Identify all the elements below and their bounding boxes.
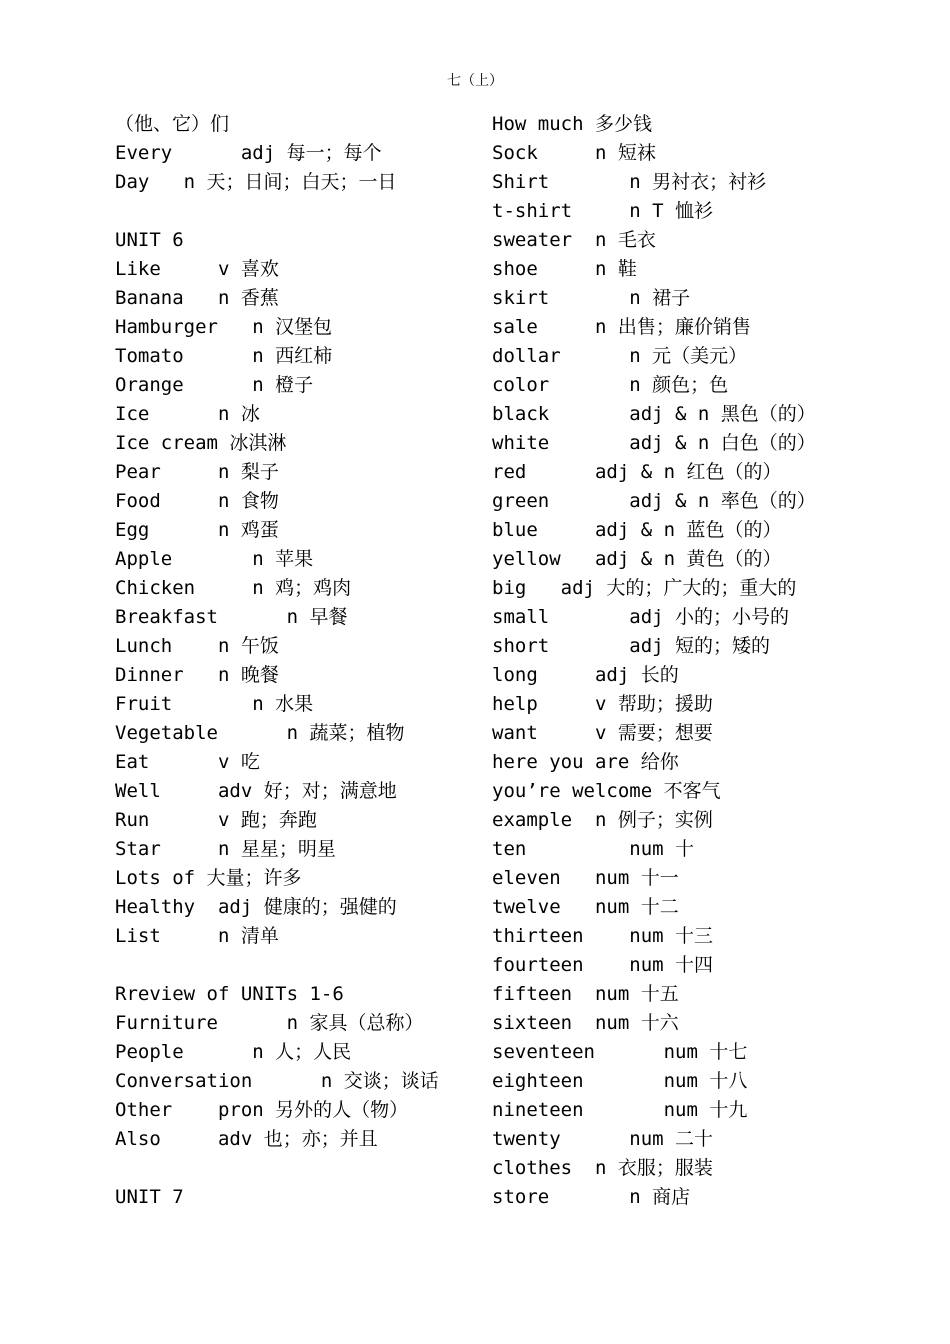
vocab-entry: yellow adj & n 黄色（的） <box>492 548 782 570</box>
vocab-entry: ten num 十 <box>492 838 695 860</box>
vocab-entry: fourteen num 十四 <box>492 954 714 976</box>
vocab-entry: （他、它）们 <box>115 113 230 135</box>
vocab-entry: help v 帮助；援助 <box>492 693 713 715</box>
vocab-entry: Lunch n 午饭 <box>115 635 279 657</box>
vocab-entry: here you are 给你 <box>492 751 679 773</box>
vocab-entry: eighteen num 十八 <box>492 1070 748 1092</box>
vocab-entry: Orange n 橙子 <box>115 374 314 396</box>
vocab-entry: Breakfast n 早餐 <box>115 606 348 628</box>
vocab-entry: long adj 长的 <box>492 664 679 686</box>
vocab-entry: store n 商店 <box>492 1186 691 1208</box>
vocab-entry: Star n 星星；明星 <box>115 838 336 860</box>
vocab-entry: example n 例子；实例 <box>492 809 713 831</box>
vocab-entry: Pear n 梨子 <box>115 461 279 483</box>
blank-line <box>115 1154 475 1183</box>
vocab-entry: sale n 出售；廉价销售 <box>492 316 751 338</box>
vocab-entry: Vegetable n 蔬菜；植物 <box>115 722 405 744</box>
vocab-entry: Conversation n 交谈；谈话 <box>115 1070 439 1092</box>
blank-line <box>115 197 475 226</box>
vocab-entry: Shirt n 男衬衣；衬衫 <box>492 171 767 193</box>
vocab-entry: twenty num 二十 <box>492 1128 714 1150</box>
vocab-entry: Run v 跑；奔跑 <box>115 809 317 831</box>
vocab-entry: nineteen num 十九 <box>492 1099 748 1121</box>
vocab-entry: Ice n 冰 <box>115 403 260 425</box>
vocab-entry: Dinner n 晚餐 <box>115 664 279 686</box>
vocab-entry: Like v 喜欢 <box>115 258 279 280</box>
vocab-entry: Every adj 每一；每个 <box>115 142 382 164</box>
vocab-entry: Rreview of UNITs 1-6 <box>115 983 344 1005</box>
vocab-entry: dollar n 元（美元） <box>492 345 748 367</box>
vocab-entry: How much 多少钱 <box>492 113 652 135</box>
vocab-entry: Hamburger n 汉堡包 <box>115 316 333 338</box>
vocab-entry: UNIT 7 <box>115 1186 184 1208</box>
right-vocabulary-column <box>492 110 932 1212</box>
vocab-entry: white adj & n 白色（的） <box>492 432 816 454</box>
vocab-entry: skirt n 裙子 <box>492 287 691 309</box>
vocab-entry: sixteen num 十六 <box>492 1012 679 1034</box>
vocab-entry: Healthy adj 健康的；强健的 <box>115 896 397 918</box>
vocab-entry: Eat v 吃 <box>115 751 260 773</box>
vocab-entry: twelve num 十二 <box>492 896 679 918</box>
vocab-entry: Sock n 短袜 <box>492 142 656 164</box>
vocab-entry: t-shirt n T 恤衫 <box>492 200 714 222</box>
vocab-entry: Tomato n 西红柿 <box>115 345 333 367</box>
vocab-entry: List n 清单 <box>115 925 279 947</box>
vocab-entry: People n 人；人民 <box>115 1041 352 1063</box>
vocab-entry: fifteen num 十五 <box>492 983 679 1005</box>
vocab-entry: shoe n 鞋 <box>492 258 637 280</box>
vocab-entry: thirteen num 十三 <box>492 925 714 947</box>
vocab-entry: Chicken n 鸡；鸡肉 <box>115 577 352 599</box>
vocab-entry: Well adv 好；对；满意地 <box>115 780 397 802</box>
vocab-entry: Apple n 苹果 <box>115 548 314 570</box>
vocab-entry: you’re welcome 不客气 <box>492 780 721 802</box>
vocab-entry: UNIT 6 <box>115 229 184 251</box>
vocab-entry: black adj & n 黑色（的） <box>492 403 816 425</box>
vocab-entry: Other pron 另外的人（物） <box>115 1099 409 1121</box>
vocab-entry: Lots of 大量；许多 <box>115 867 302 889</box>
page-header: 七（上） <box>447 73 503 89</box>
left-vocabulary-column <box>115 110 475 1212</box>
vocab-entry: Furniture n 家具（总称） <box>115 1012 424 1034</box>
vocab-entry: Fruit n 水果 <box>115 693 314 715</box>
vocab-entry: Also adv 也；亦；并且 <box>115 1128 378 1150</box>
vocab-entry: big adj 大的；广大的；重大的 <box>492 577 797 599</box>
vocab-entry: small adj 小的；小号的 <box>492 606 790 628</box>
blank-line <box>115 951 475 980</box>
vocab-entry: short adj 短的；矮的 <box>492 635 771 657</box>
vocab-entry: sweater n 毛衣 <box>492 229 656 251</box>
vocab-entry: seventeen num 十七 <box>492 1041 748 1063</box>
vocab-entry: blue adj & n 蓝色（的） <box>492 519 782 541</box>
vocab-entry: want v 需要；想要 <box>492 722 713 744</box>
vocab-entry: color n 颜色；色 <box>492 374 729 396</box>
vocab-entry: green adj & n 率色（的） <box>492 490 816 512</box>
vocab-entry: eleven num 十一 <box>492 867 679 889</box>
vocab-entry: red adj & n 红色（的） <box>492 461 782 483</box>
vocab-entry: Banana n 香蕉 <box>115 287 279 309</box>
vocab-entry: Food n 食物 <box>115 490 279 512</box>
vocab-entry: Egg n 鸡蛋 <box>115 519 279 541</box>
vocab-entry: clothes n 衣服；服装 <box>492 1157 713 1179</box>
vocab-entry: Ice cream 冰淇淋 <box>115 432 287 454</box>
vocab-entry: Day n 天；日间；白天；一日 <box>115 171 397 193</box>
